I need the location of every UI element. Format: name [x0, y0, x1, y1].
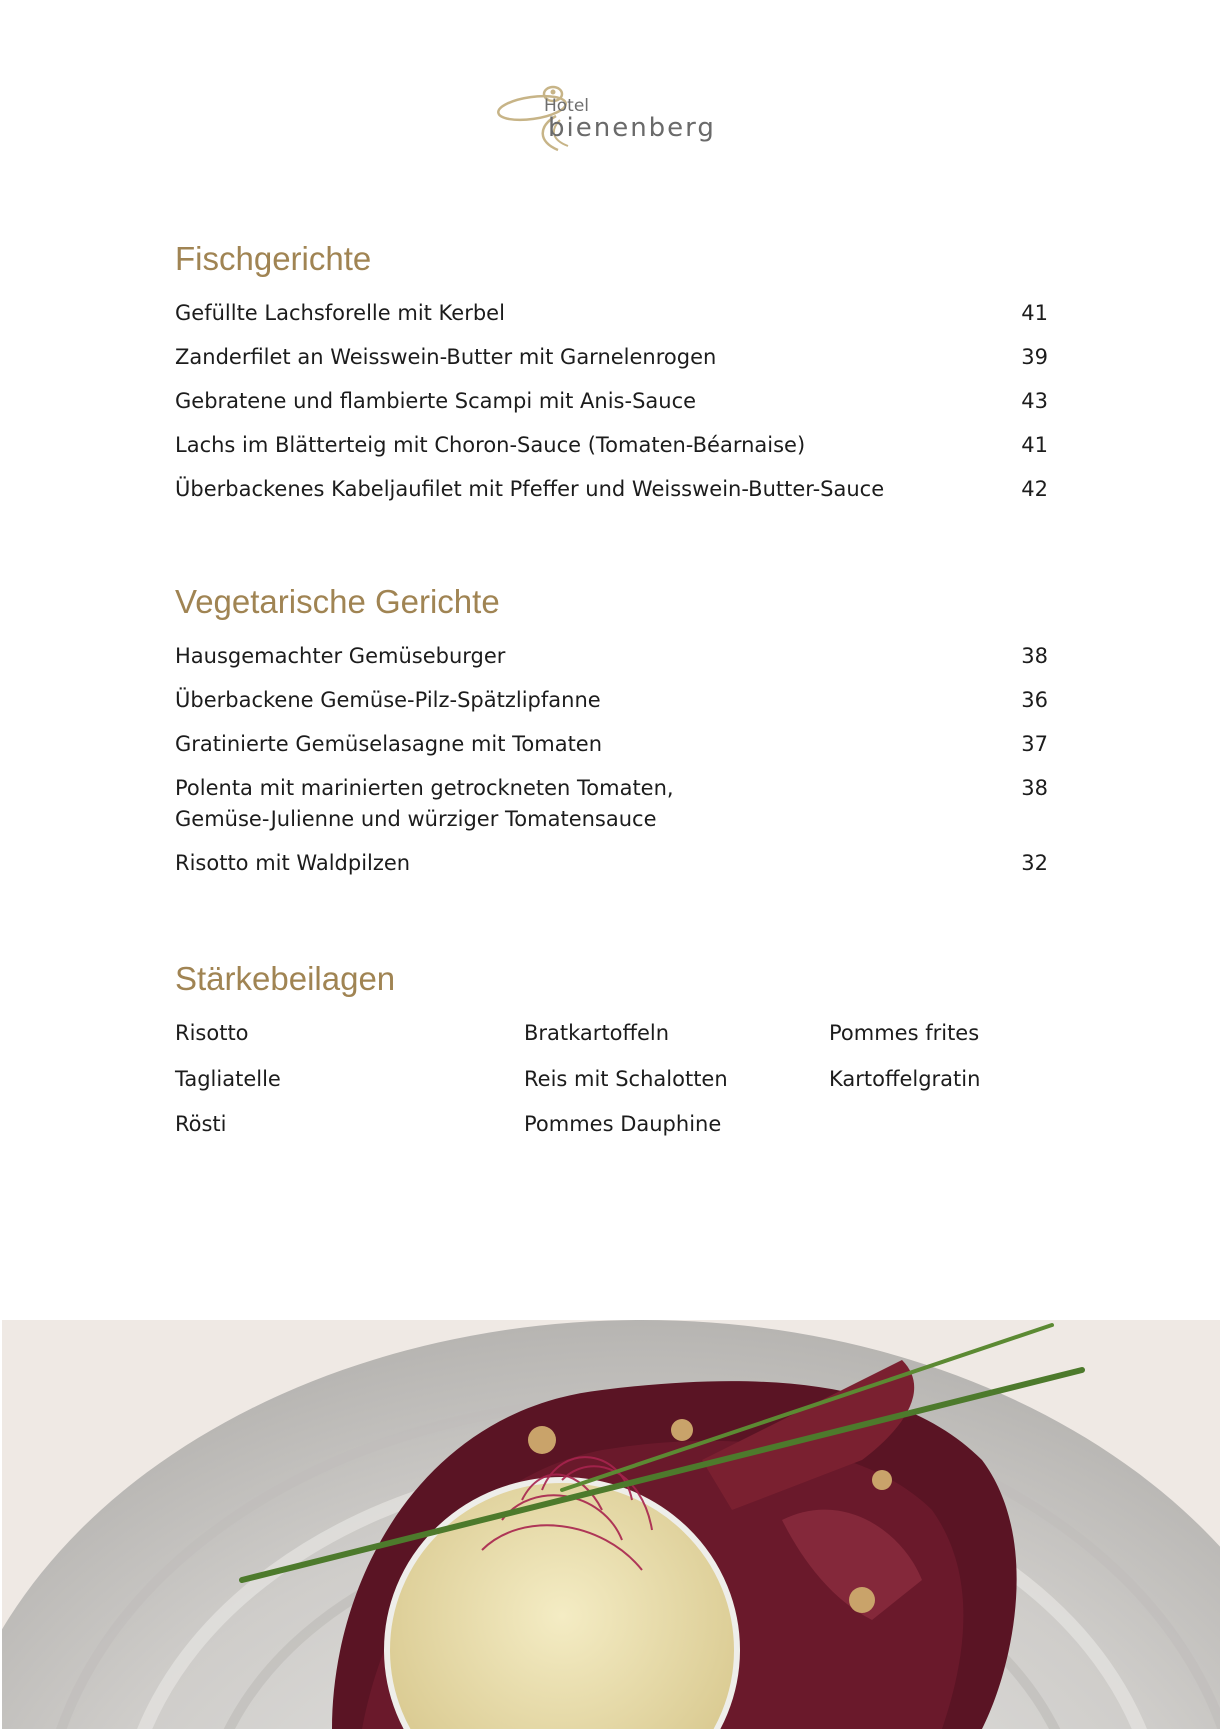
logo-hotel-text: Hotel	[544, 96, 590, 116]
menu-item-price: 38	[1021, 644, 1048, 668]
menu-item-price: 38	[1021, 776, 1048, 800]
food-photo	[2, 1320, 1220, 1729]
menu-item-price: 37	[1021, 732, 1048, 756]
menu-item-name: Hausgemachter Gemüseburger	[175, 644, 506, 668]
menu-item-price: 43	[1021, 389, 1048, 413]
menu-item-name: Gebratene und flambierte Scampi mit Anis-Sauce	[175, 389, 697, 413]
menu-item-name: Überbackene Gemüse-Pilz-Spätzlipfanne	[175, 688, 601, 712]
logo-wordmark: bienenberg	[548, 113, 716, 143]
section-title-vegetarische-gerichte: Vegetarische Gerichte	[175, 583, 500, 620]
side-dish: Bratkartoffeln	[524, 1021, 670, 1045]
side-dish: Kartoffelgratin	[829, 1067, 981, 1091]
side-dish: Risotto	[175, 1021, 249, 1045]
hotel-logo	[496, 80, 726, 160]
side-dish: Reis mit Schalotten	[524, 1067, 728, 1091]
menu-item-price: 41	[1021, 433, 1048, 457]
side-dish: Rösti	[175, 1112, 227, 1136]
menu-item-name: Überbackenes Kabeljaufilet mit Pfeffer und Weisswein-Butter-Sauce	[175, 477, 885, 501]
menu-item-name: Risotto mit Waldpilzen	[175, 851, 411, 875]
section-title-staerkebeilagen: Stärkebeilagen	[175, 960, 396, 997]
menu-item-price: 39	[1021, 345, 1048, 369]
menu-item-price: 32	[1021, 851, 1048, 875]
menu-item-name: Polenta mit marinierten getrockneten Tomaten,	[175, 776, 674, 800]
menu-item-name: Gefüllte Lachsforelle mit Kerbel	[175, 301, 505, 325]
menu-item-price: 41	[1021, 301, 1048, 325]
section-title-fischgerichte: Fischgerichte	[175, 240, 372, 277]
side-dish: Tagliatelle	[175, 1067, 281, 1091]
menu-item-name: Lachs im Blätterteig mit Choron-Sauce (Tomaten-Béarnaise)	[175, 433, 806, 457]
menu-item-price: 42	[1021, 477, 1048, 501]
side-dish: Pommes Dauphine	[524, 1112, 722, 1136]
menu-item-name: Zanderfilet an Weisswein-Butter mit Garnelenrogen	[175, 345, 717, 369]
plated-dish-image	[2, 1320, 1220, 1729]
side-dish: Pommes frites	[829, 1021, 980, 1045]
menu-item-name: Gratinierte Gemüselasagne mit Tomaten	[175, 732, 603, 756]
menu-item-price: 36	[1021, 688, 1048, 712]
menu-item-name: Gemüse-Julienne und würziger Tomatensauce	[175, 807, 657, 831]
